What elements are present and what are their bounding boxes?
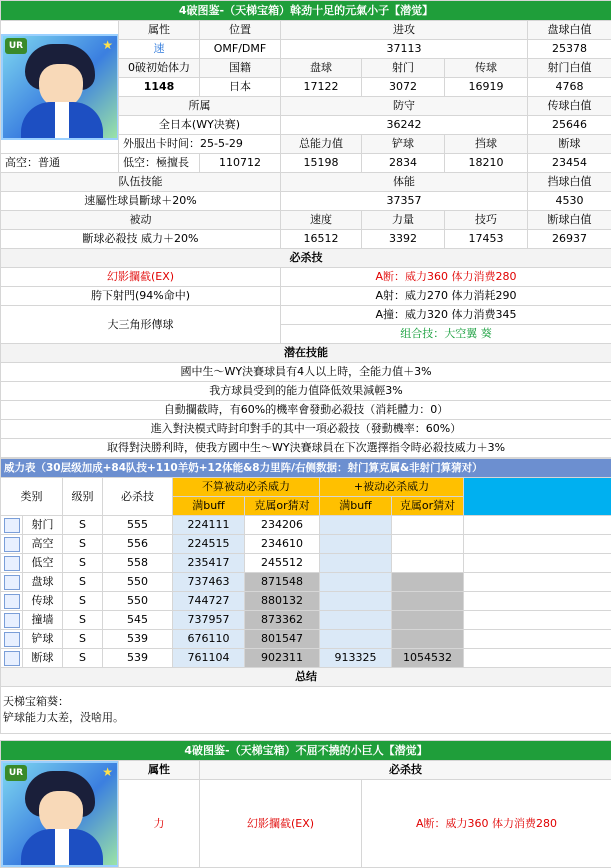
value-nationality: 日本 <box>200 78 281 97</box>
power-passive-counter: 1054532 <box>392 649 464 668</box>
value-total: 110712 <box>200 154 281 173</box>
value-initial-stamina: 1148 <box>119 78 200 97</box>
sub-counter-1: 克属or猜对 <box>245 497 320 516</box>
label-total: 总能力值 <box>281 135 362 154</box>
power-level: S <box>63 611 103 630</box>
value-shoot: 3072 <box>362 78 445 97</box>
power-extra <box>464 592 611 611</box>
pass-icon <box>4 594 20 609</box>
power-type: 射门 <box>23 516 63 535</box>
value-dribble: 17122 <box>281 78 362 97</box>
card2-skill-name: 幻影攔截(EX) <box>200 780 362 868</box>
label-position: 位置 <box>200 21 281 40</box>
power-passive-full-buff <box>320 554 392 573</box>
col-skill: 必杀技 <box>103 478 173 516</box>
latent-4: 進入對決模式時封印對手的其中一項必殺技（發動機率：60%） <box>1 420 611 439</box>
power-extra <box>464 611 611 630</box>
card1-portrait-cell <box>1 21 119 154</box>
power-full-buff: 676110 <box>173 630 245 649</box>
label-tackle: 铲球 <box>362 135 445 154</box>
power-skill: 558 <box>103 554 173 573</box>
value-dribble-white: 25378 <box>528 40 611 59</box>
latent-1: 國中生～WY決賽球員有4人以上時，全能力值＋3% <box>1 363 611 382</box>
power-level: S <box>63 516 103 535</box>
value-team: 全日本(WY决赛) <box>119 116 281 135</box>
power-extra <box>464 630 611 649</box>
power-skill: 545 <box>103 611 173 630</box>
high-ball-icon <box>4 537 20 552</box>
value-block-white: 4530 <box>528 192 611 211</box>
label-pass: 传球 <box>445 59 528 78</box>
power-counter: 880132 <box>245 592 320 611</box>
value-stamina: 37357 <box>281 192 528 211</box>
power-icon-cell <box>1 554 23 573</box>
rarity-badge-2: UR <box>5 765 27 781</box>
label-block-white: 挡球白值 <box>528 173 611 192</box>
card2-attribute: 力 <box>119 780 200 868</box>
power-row <box>1 630 611 649</box>
power-passive-full-buff <box>320 573 392 592</box>
value-attribute: 速 <box>119 40 200 59</box>
power-full-buff: 737463 <box>173 573 245 592</box>
latent-5: 取得對決勝利時，使我方國中生～WY決賽球員在下次選擇指令時必殺技威力＋3% <box>1 439 611 458</box>
power-icon-cell <box>1 535 23 554</box>
power-icon-cell <box>1 516 23 535</box>
value-intercept-white: 26937 <box>528 230 611 249</box>
rarity-badge: UR <box>5 38 27 54</box>
power-passive-full-buff <box>320 630 392 649</box>
label-passive: 被动 <box>1 211 281 230</box>
power-skill: 550 <box>103 592 173 611</box>
col-level: 级别 <box>63 478 103 516</box>
skill-name-2: 胯下射門(94%命中) <box>1 287 281 306</box>
release-date: 外服出卡时间：25-5-29 <box>119 135 281 154</box>
label-intercept: 断球 <box>528 135 611 154</box>
value-speed: 16512 <box>281 230 362 249</box>
power-extra <box>464 573 611 592</box>
power-row <box>1 592 611 611</box>
power-icon-cell <box>1 649 23 668</box>
combo-skill: 组合技：大空翼 葵 <box>281 325 611 344</box>
power-row <box>1 535 611 554</box>
power-extra <box>464 649 611 668</box>
power-extra <box>464 535 611 554</box>
power-counter: 245512 <box>245 554 320 573</box>
power-skill: 539 <box>103 649 173 668</box>
skill-name-1: 幻影攔截(EX) <box>1 268 281 287</box>
label-shoot-white: 射门白值 <box>528 59 611 78</box>
sub-full-buff-2: 满buff <box>320 497 392 516</box>
latent-header: 潜在技能 <box>1 344 611 363</box>
power-passive-full-buff <box>320 535 392 554</box>
value-pass: 16919 <box>445 78 528 97</box>
label-stamina: 体能 <box>281 173 528 192</box>
value-intercept: 18210 <box>445 154 528 173</box>
power-passive-full-buff <box>320 592 392 611</box>
power-counter: 234206 <box>245 516 320 535</box>
label-power: 力量 <box>362 211 445 230</box>
label-technique: 技巧 <box>445 211 528 230</box>
latent-2: 我方球員受到的能力值降低效果減輕3% <box>1 382 611 401</box>
summary-line-1: 天梯宝箱葵： <box>3 694 609 710</box>
value-position: OMF/DMF <box>200 40 281 59</box>
high-ball-rating: 高空：普通 <box>1 154 119 173</box>
label-block: 挡球 <box>445 135 528 154</box>
power-skill: 539 <box>103 630 173 649</box>
label-dribble-white: 盘球白值 <box>528 21 611 40</box>
value-pass-white: 25646 <box>528 116 611 135</box>
power-skill: 556 <box>103 535 173 554</box>
summary-body <box>1 687 611 734</box>
power-extra <box>464 516 611 535</box>
power-type: 传球 <box>23 592 63 611</box>
power-skill: 555 <box>103 516 173 535</box>
power-full-buff: 761104 <box>173 649 245 668</box>
label-intercept-white: 断球白值 <box>528 211 611 230</box>
power-row <box>1 554 611 573</box>
value-tackle-white: 23454 <box>528 154 611 173</box>
card2-table <box>0 740 611 868</box>
value-team-skill: 速屬性球員斷球＋20% <box>1 192 281 211</box>
power-passive-counter <box>392 535 464 554</box>
power-type: 盘球 <box>23 573 63 592</box>
label-attribute: 属性 <box>119 21 200 40</box>
power-row <box>1 516 611 535</box>
skill-desc-1: A断：威力360 体力消费280 <box>281 268 611 287</box>
power-level: S <box>63 573 103 592</box>
skill-desc-2: A射：威力270 体力消耗290 <box>281 287 611 306</box>
power-extra <box>464 554 611 573</box>
card2-portrait-cell <box>1 761 119 868</box>
card1-title: 4破图鉴-（天梯宝箱）斡劲十足的元氣小子【潜觉】 <box>1 1 611 21</box>
power-rows <box>1 516 611 668</box>
dribble-icon <box>4 575 20 590</box>
value-shoot-white: 4768 <box>528 78 611 97</box>
wall-icon <box>4 613 20 628</box>
skills-header: 必杀技 <box>1 249 611 268</box>
intercept-icon <box>4 651 20 666</box>
power-full-buff: 744727 <box>173 592 245 611</box>
power-level: S <box>63 649 103 668</box>
power-type: 高空 <box>23 535 63 554</box>
value-defense: 36242 <box>281 116 528 135</box>
card2-title: 4破图鉴-（天梯宝箱）不屈不撓的小巨人【潜觉】 <box>1 741 611 761</box>
latent-3: 自動攔截時，有60%的機率會發動必殺技（消耗體力：0） <box>1 401 611 420</box>
label-attack: 进攻 <box>281 21 528 40</box>
power-level: S <box>63 535 103 554</box>
label-dribble: 盘球 <box>281 59 362 78</box>
tackle-icon <box>4 632 20 647</box>
power-row <box>1 649 611 668</box>
skill-name-3: 大三角形傳球 <box>1 306 281 344</box>
label-shoot: 射门 <box>362 59 445 78</box>
star-icon: ★ <box>102 39 113 51</box>
card2-label-skill: 必杀技 <box>200 761 611 780</box>
power-passive-full-buff <box>320 516 392 535</box>
power-full-buff: 224111 <box>173 516 245 535</box>
star-icon-2: ★ <box>102 766 113 778</box>
power-skill: 550 <box>103 573 173 592</box>
power-type: 低空 <box>23 554 63 573</box>
label-team-skill: 队伍技能 <box>1 173 281 192</box>
value-tackle: 15198 <box>281 154 362 173</box>
label-speed: 速度 <box>281 211 362 230</box>
group-passive: +被动必杀威力 <box>320 478 464 497</box>
summary-line-2: 铲球能力太差，没啥用。 <box>3 710 609 726</box>
value-power: 3392 <box>362 230 445 249</box>
low-ball-icon <box>4 556 20 571</box>
label-nationality: 国籍 <box>200 59 281 78</box>
cyan-cell <box>464 478 611 516</box>
player-portrait-2 <box>1 761 119 867</box>
power-counter: 902311 <box>245 649 320 668</box>
power-table <box>0 458 611 734</box>
summary-header: 总结 <box>1 668 611 687</box>
low-ball-rating: 低空：極擅長 <box>119 154 200 173</box>
sub-counter-2: 克属or猜对 <box>392 497 464 516</box>
value-block: 2834 <box>362 154 445 173</box>
label-team: 所属 <box>119 97 281 116</box>
value-passive: 斷球必殺技 威力＋20% <box>1 230 281 249</box>
value-attack: 37113 <box>281 40 528 59</box>
power-header: 威力表（30层级加成+84队技+110羊奶+12体能&8力里阵/右侧数据：射门算克属&非射门算猜对） <box>1 459 611 478</box>
power-passive-counter <box>392 611 464 630</box>
power-passive-counter <box>392 592 464 611</box>
power-passive-full-buff: 913325 <box>320 649 392 668</box>
power-type: 断球 <box>23 649 63 668</box>
power-level: S <box>63 592 103 611</box>
power-full-buff: 224515 <box>173 535 245 554</box>
power-passive-counter <box>392 516 464 535</box>
power-row <box>1 611 611 630</box>
card2-label-attribute: 属性 <box>119 761 200 780</box>
power-counter: 871548 <box>245 573 320 592</box>
power-counter: 234610 <box>245 535 320 554</box>
power-level: S <box>63 554 103 573</box>
player-portrait <box>1 34 119 140</box>
power-counter: 801547 <box>245 630 320 649</box>
power-counter: 873362 <box>245 611 320 630</box>
value-technique: 17453 <box>445 230 528 249</box>
power-icon-cell <box>1 611 23 630</box>
label-initial-stamina: 0破初始体力 <box>119 59 200 78</box>
power-passive-counter <box>392 573 464 592</box>
col-type: 类别 <box>1 478 63 516</box>
power-type: 铲球 <box>23 630 63 649</box>
shoot-icon <box>4 518 20 533</box>
sub-full-buff-1: 满buff <box>173 497 245 516</box>
power-icon-cell <box>1 592 23 611</box>
power-full-buff: 737957 <box>173 611 245 630</box>
power-icon-cell <box>1 630 23 649</box>
power-type: 撞墙 <box>23 611 63 630</box>
group-no-passive: 不算被动必杀威力 <box>173 478 320 497</box>
power-row <box>1 573 611 592</box>
power-full-buff: 235417 <box>173 554 245 573</box>
power-passive-counter <box>392 630 464 649</box>
label-pass-white: 传球白值 <box>528 97 611 116</box>
label-defense: 防守 <box>281 97 528 116</box>
power-passive-counter <box>392 554 464 573</box>
skill-desc-3: A撞：威力320 体力消费345 <box>281 306 611 325</box>
power-level: S <box>63 630 103 649</box>
card2-skill-desc: A断：威力360 体力消费280 <box>362 780 611 868</box>
power-icon-cell <box>1 573 23 592</box>
power-passive-full-buff <box>320 611 392 630</box>
